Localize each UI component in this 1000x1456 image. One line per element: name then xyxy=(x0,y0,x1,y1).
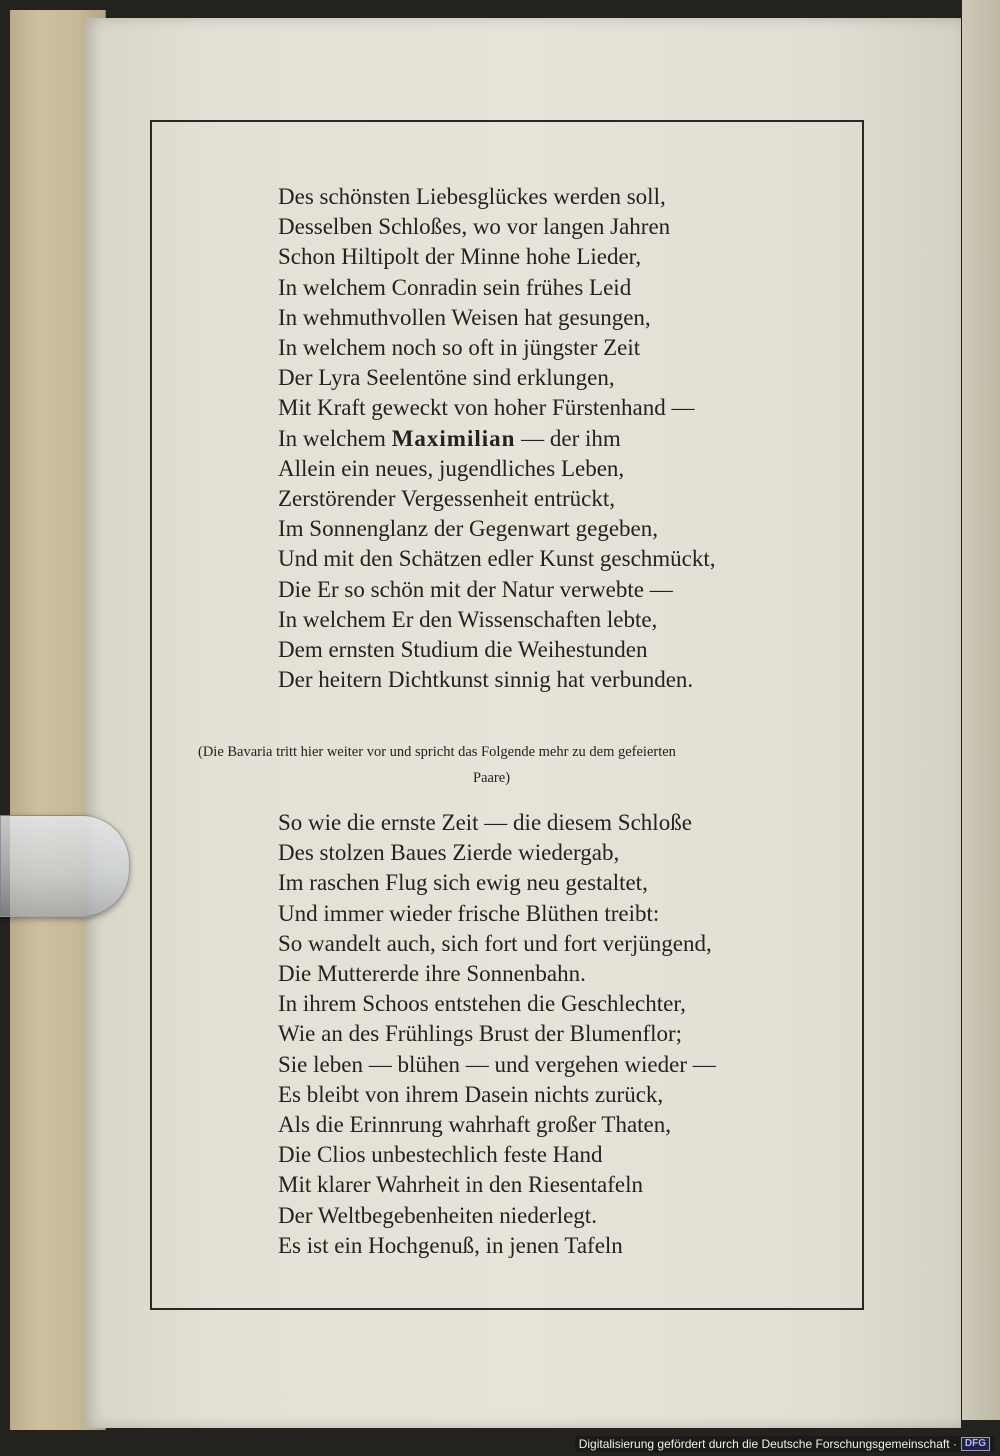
poem-line: So wandelt auch, sich fort und fort verjüngend, xyxy=(278,930,712,956)
poem-line xyxy=(278,424,838,454)
poem-line: Schon Hiltipolt der Minne hohe Lieder, xyxy=(278,244,642,270)
poem-line: Sie leben — blühen — und vergehen wieder — xyxy=(278,1051,716,1077)
poem-line: Die Clios unbestechlich feste Hand xyxy=(278,1142,603,1168)
poem-line: Dem ernsten Studium die Weihestunden xyxy=(278,637,648,663)
poem-line: So wie die ernste Zeit — die diesem Schloße xyxy=(278,810,692,835)
poem-bottom xyxy=(278,808,838,1261)
poem-line: Der heitern Dichtkunst sinnig hat verbunden. xyxy=(278,667,694,693)
poem-line: In welchem noch so oft in jüngster Zeit xyxy=(278,335,641,361)
stage-direction-line-2: Paare) xyxy=(473,770,511,786)
stage-direction-line-1: (Die Bavaria tritt hier weiter vor und spricht das Folgende mehr zu dem gefeierten xyxy=(198,744,676,760)
poem-line: Des schönsten Liebesglückes werden soll, xyxy=(278,184,666,209)
poem-line: Die Muttererde ihre Sonnenbahn. xyxy=(278,961,586,987)
scanner-page-clamp xyxy=(0,815,130,917)
poem-line: Und immer wieder frische Blüthen treibt: xyxy=(278,900,660,926)
poem-line: Im raschen Flug sich ewig neu gestaltet, xyxy=(278,870,648,896)
poem-line: Der Weltbegebenheiten niederlegt. xyxy=(278,1202,597,1228)
poem-line: In welchem Er den Wissenschaften lebte, xyxy=(278,606,658,632)
poem-name-emphasis: Maximilian xyxy=(391,425,516,451)
poem-line: Desselben Schloßes, wo vor langen Jahren xyxy=(278,214,671,240)
poem-line: Mit klarer Wahrheit in den Riesentafeln xyxy=(278,1172,643,1198)
poem-line: In welchem Conradin sein frühes Leid xyxy=(278,274,632,300)
poem-line: Es bleibt von ihrem Dasein nichts zurück, xyxy=(278,1081,664,1107)
poem-line: Allein ein neues, jugendliches Leben, xyxy=(278,455,625,481)
poem-line-text: In welchem xyxy=(278,425,392,451)
dfg-logo: DFG xyxy=(961,1437,990,1451)
poem-line: Wie an des Frühlings Brust der Blumenflor; xyxy=(278,1021,683,1047)
poem-top xyxy=(278,182,838,695)
poem-line: Im Sonnenglanz der Gegenwart gegeben, xyxy=(278,516,658,542)
poem-line: Und mit den Schätzen edler Kunst geschmückt, xyxy=(278,546,716,572)
footer-credit xyxy=(575,1436,994,1452)
poem-line: Mit Kraft geweckt von hoher Fürstenhand — xyxy=(278,395,695,421)
poem-line: In ihrem Schoos entstehen die Geschlechter, xyxy=(278,991,686,1017)
stage-direction xyxy=(198,739,848,791)
poem-line: Der Lyra Seelentöne sind erklungen, xyxy=(278,365,615,391)
poem-line: Es ist ein Hochgenuß, in jenen Tafeln xyxy=(278,1232,623,1258)
poem-line: Zerstörender Vergessenheit entrückt, xyxy=(278,486,616,512)
footer-credit-text: Digitalisierung gefördert durch die Deutsche Forschungsgemeinschaft · xyxy=(578,1437,957,1451)
next-page-edge xyxy=(962,0,1000,1420)
poem-line: In wehmuthvollen Weisen hat gesungen, xyxy=(278,304,651,330)
poem-line-text: — der ihm xyxy=(515,425,621,451)
poem-line: Die Er so schön mit der Natur verwebte — xyxy=(278,576,673,602)
poem-line: Als die Erinnrung wahrhaft großer Thaten, xyxy=(278,1112,672,1138)
poem-line: Des stolzen Baues Zierde wiedergab, xyxy=(278,840,620,866)
